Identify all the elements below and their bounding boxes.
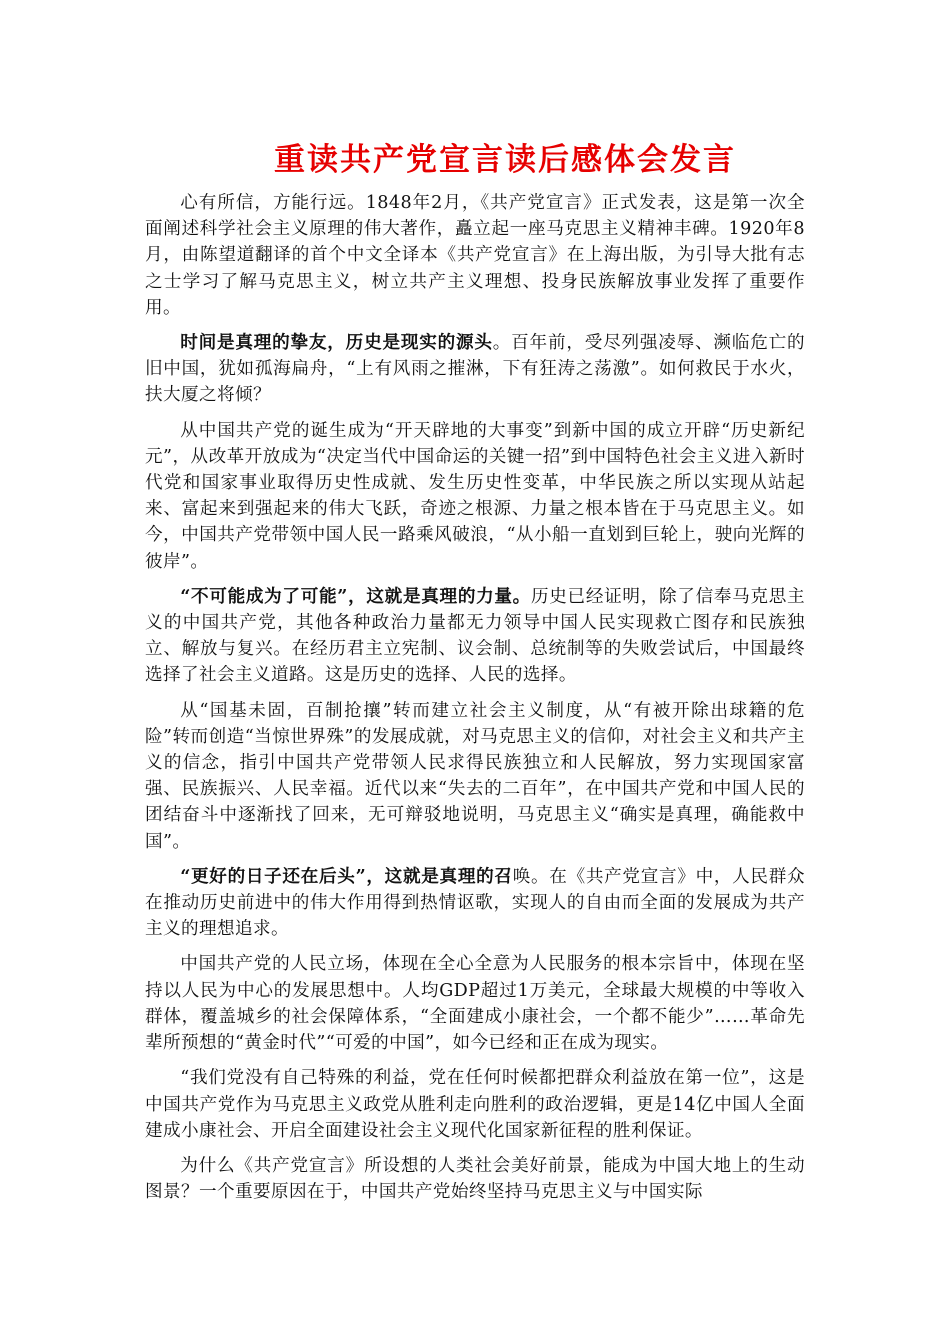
paragraph-8 xyxy=(145,1065,805,1144)
document-page xyxy=(145,138,805,1214)
paragraph-text: 。百年前，受尽列强凌辱、濒临危亡的旧中国，犹如孤海扁舟，“上有风雨之摧淋，下有狂涛之荡激”。如何救民于水火，扶大厦之将倾？ xyxy=(145,333,805,406)
paragraph-text: 从中国共产党的诞生成为“开天辟地的大事变”到新中国的成立开辟“历史新纪元”，从改革开放成为“决定当代中国命运的关键一招”到中国特色社会主义进入新时代党和国家事业取得历史性成就、发生历史性变革，中华民族之所以实现从站起来、富起来到强起来的伟大飞跃，奇迹之根源、力量之根本皆在于马克思主义。如今，中国共产党带领中国人民一路乘风破浪，“从小船一直划到巨轮上，驶向光辉的彼岸”。 xyxy=(145,420,805,572)
paragraph-text: 唤。在《共产党宣言》中，人民群众在推动历史前进中的伟大作用得到热情讴歌，实现人的自由而全面的发展成为共产主义的理想追求。 xyxy=(145,866,806,940)
paragraph-2 xyxy=(145,330,805,409)
paragraph-text: 中国共产党的人民立场，体现在全心全意为人民服务的根本宗旨中，体现在坚持以人民为中心的发展思想中。人均GDP超过1万美元，全球最大规模的中等收入群体，覆盖城乡的社会保障体系，“全面建成小康社会，一个都不能少”……革命先辈所预想的“黄金时代”“可爱的中国”，如今已经和正在成为现实。 xyxy=(145,954,805,1054)
paragraph-lead: “更好的日子还在后头”，这就是真理的召 xyxy=(180,865,513,887)
paragraph-text: 历史已经证明，除了信奉马克思主义的中国共产党，其他各种政治力量都无力领导中国人民实现救亡图存和民族独立、解放与复兴。在经历君主立宪制、议会制、总统制等的失败尝试后，中国最终选择了社会主义道路。这是历史的选择、人民的选择。 xyxy=(145,586,805,686)
paragraph-4 xyxy=(145,584,805,689)
paragraph-1 xyxy=(145,190,805,321)
paragraph-lead: 时间是真理的挚友，历史是现实的源头 xyxy=(180,332,493,354)
paragraph-lead: “不可能成为了可能”，这就是真理的力量。 xyxy=(180,585,531,607)
paragraph-5 xyxy=(145,698,805,855)
paragraph-text: 心有所信，方能行远。1848年2月，《共产党宣言》正式发表，这是第一次全面阐述科学社会主义原理的伟大著作，矗立起一座马克思主义精神丰碑。1920年8月，由陈望道翻译的首个中文全译本《共产党宣言》在上海出版，为引导大批有志之士学习了解马克思主义，树立共产主义理想、投身民族解放事业发挥了重要作用。 xyxy=(145,193,805,318)
paragraph-7 xyxy=(145,951,805,1056)
paragraph-6 xyxy=(145,864,805,943)
paragraph-9 xyxy=(145,1153,805,1205)
paragraph-text: 为什么《共产党宣言》所设想的人类社会美好前景，能成为中国大地上的生动图景？一个重要原因在于，中国共产党始终坚持马克思主义与中国实际 xyxy=(145,1155,805,1203)
paragraph-text: 从“国基未固，百制抢攘”转而建立社会主义制度，从“有被开除出球籍的危险”转而创造“当惊世界殊”的发展成就，对马克思主义的信仰，对社会主义和共产主义的信念，指引中国共产党带领人民求得民族独立和人民解放，努力实现国家富强、民族振兴、人民幸福。近代以来“失去的二百年”，在中国共产党和中国人民的团结奋斗中逐渐找了回来，无可辩驳地说明，马克思主义“确实是真理，确能救中国”。 xyxy=(145,700,805,852)
paragraph-text: “我们党没有自己特殊的利益，党在任何时候都把群众利益放在第一位”，这是中国共产党作为马克思主义政党从胜利走向胜利的政治逻辑，更是14亿中国人全面建成小康社会、开启全面建设社会主义现代化国家新征程的胜利保证。 xyxy=(145,1068,805,1141)
paragraph-3 xyxy=(145,418,805,575)
document-title: 重读共产党宣言读后感体会发言 xyxy=(274,142,736,178)
